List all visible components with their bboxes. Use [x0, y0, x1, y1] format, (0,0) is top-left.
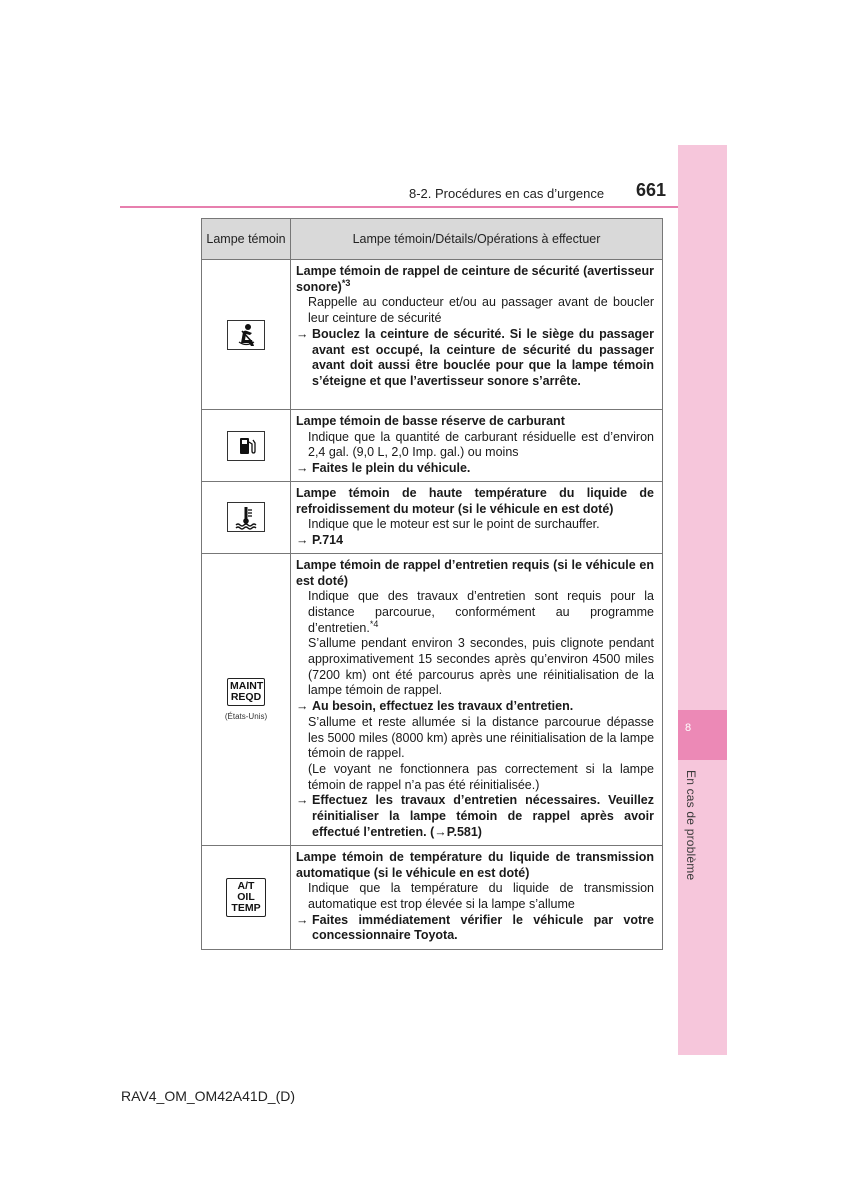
arrow-icon: →: [296, 533, 309, 548]
seatbelt-reminder-icon: [227, 320, 265, 350]
details-cell: [291, 482, 663, 554]
page-reference-link[interactable]: P.581): [446, 824, 482, 839]
header-rule: [120, 206, 678, 208]
row-action: → Bouclez la ceinture de sécurité. Si le siège du passager avant est occupé, la ceinture de sécurité du passager avant doit aussi être bouclée pour que la lampe témoin s’éteigne et que l’avertisseur sonore s’arrête.: [296, 326, 654, 388]
icon-cell: [202, 553, 291, 845]
icon-cell: [202, 482, 291, 554]
maint-reqd-icon: MAINT REQD: [227, 678, 265, 706]
table-row: [202, 410, 663, 482]
document-code: RAV4_OM_OM42A41D_(D): [121, 1088, 296, 1104]
region-note: (États-Unis): [224, 711, 268, 721]
icon-cell: [202, 410, 291, 482]
low-fuel-icon: [227, 431, 265, 461]
row-action: → Effectuez les travaux d’entretien nécessaires. Veuillez réinitialiser la lampe témoin de rappel après avoir effectué l’entretien. (→P.581): [296, 793, 654, 839]
details-cell: [291, 260, 663, 410]
side-tab-active-chapter[interactable]: [678, 710, 727, 760]
row-action: → P.714: [296, 533, 344, 548]
row-description: Indique que des travaux d’entretien sont requis pour la distance parcourue, conformément au programme d’entretien.$^{*4}$: [308, 589, 654, 635]
row-description: S’allume pendant environ 3 secondes, puis clignote pendant approximativement 15 secondes après qu’environ 4500 miles (7200 km) ont été parcourus après une réinitialisation de la lampe témoin de rappel.: [308, 636, 654, 698]
arrow-icon: →: [296, 912, 309, 927]
row-description: Indique que le moteur est sur le point de surchauffer.: [308, 517, 600, 532]
row-description: S’allume et reste allumée si la distance parcourue dépasse les 5000 miles (8000 km) après une réinitialisation de la lampe témoin de rappel.: [308, 714, 655, 761]
arrow-icon: →: [296, 699, 309, 714]
row-description: (Le voyant ne fonctionnera pas correctement si la lampe témoin de rappel n’a pas été réinitialisée.): [308, 761, 654, 792]
section-title: 8-2. Procédures en cas d’urgence: [409, 186, 605, 201]
table-row: [202, 845, 663, 949]
row-action: → Au besoin, effectuez les travaux d’entretien.: [296, 699, 574, 714]
row-title: Lampe témoin de basse réserve de carburant: [296, 414, 565, 428]
arrow-icon: →: [296, 326, 309, 341]
icon-cell: [202, 845, 291, 949]
at-oil-temp-icon: A/T OIL TEMP: [226, 878, 266, 917]
row-title: Lampe témoin de haute température du liquide de refroidissement du moteur (si le véhicule en est doté): [296, 486, 654, 516]
row-description: Indique que la quantité de carburant résiduelle est d’environ 2,4 gal. (9,0 L, 2,0 Imp. gal.) ou moins: [308, 429, 654, 460]
arrow-icon: →: [296, 793, 309, 808]
warning-lights-table: [201, 218, 663, 950]
details-cell: [291, 553, 663, 845]
reference-arrow-icon: →: [434, 824, 447, 839]
side-tab: [678, 145, 727, 1055]
row-action: → Faites le plein du véhicule.: [296, 461, 471, 476]
arrow-icon: →: [296, 461, 309, 476]
details-cell: [291, 845, 663, 949]
column-header-lamp: Lampe témoin: [202, 219, 291, 260]
chapter-number: 8: [684, 722, 692, 734]
table-row: [202, 482, 663, 554]
page-number: 661: [636, 180, 667, 200]
row-description: Rappelle au conducteur et/ou au passager avant de boucler leur ceinture de sécurité: [308, 295, 654, 326]
table-header-row: [202, 219, 663, 260]
chapter-title: En cas de problème: [684, 770, 698, 881]
table-row: [202, 553, 663, 845]
table-row: [202, 260, 663, 410]
coolant-temperature-icon: [227, 502, 265, 532]
row-title: Lampe témoin de température du liquide de transmission automatique (si le véhicule en est doté): [296, 849, 654, 880]
row-description: Indique que la température du liquide de transmission automatique est trop élevée si la lampe s’allume: [308, 881, 654, 911]
icon-cell: [202, 260, 291, 410]
row-title: Lampe témoin de rappel de ceinture de sécurité (avertisseur sonore)$^{*3}$: [296, 264, 654, 294]
details-cell: [291, 410, 663, 482]
column-header-details: Lampe témoin/Détails/Opérations à effectuer: [291, 219, 663, 260]
row-title: Lampe témoin de rappel d’entretien requis (si le véhicule en est doté): [296, 557, 654, 588]
row-action: → Faites immédiatement vérifier le véhicule par votre concessionnaire Toyota.: [296, 912, 654, 943]
